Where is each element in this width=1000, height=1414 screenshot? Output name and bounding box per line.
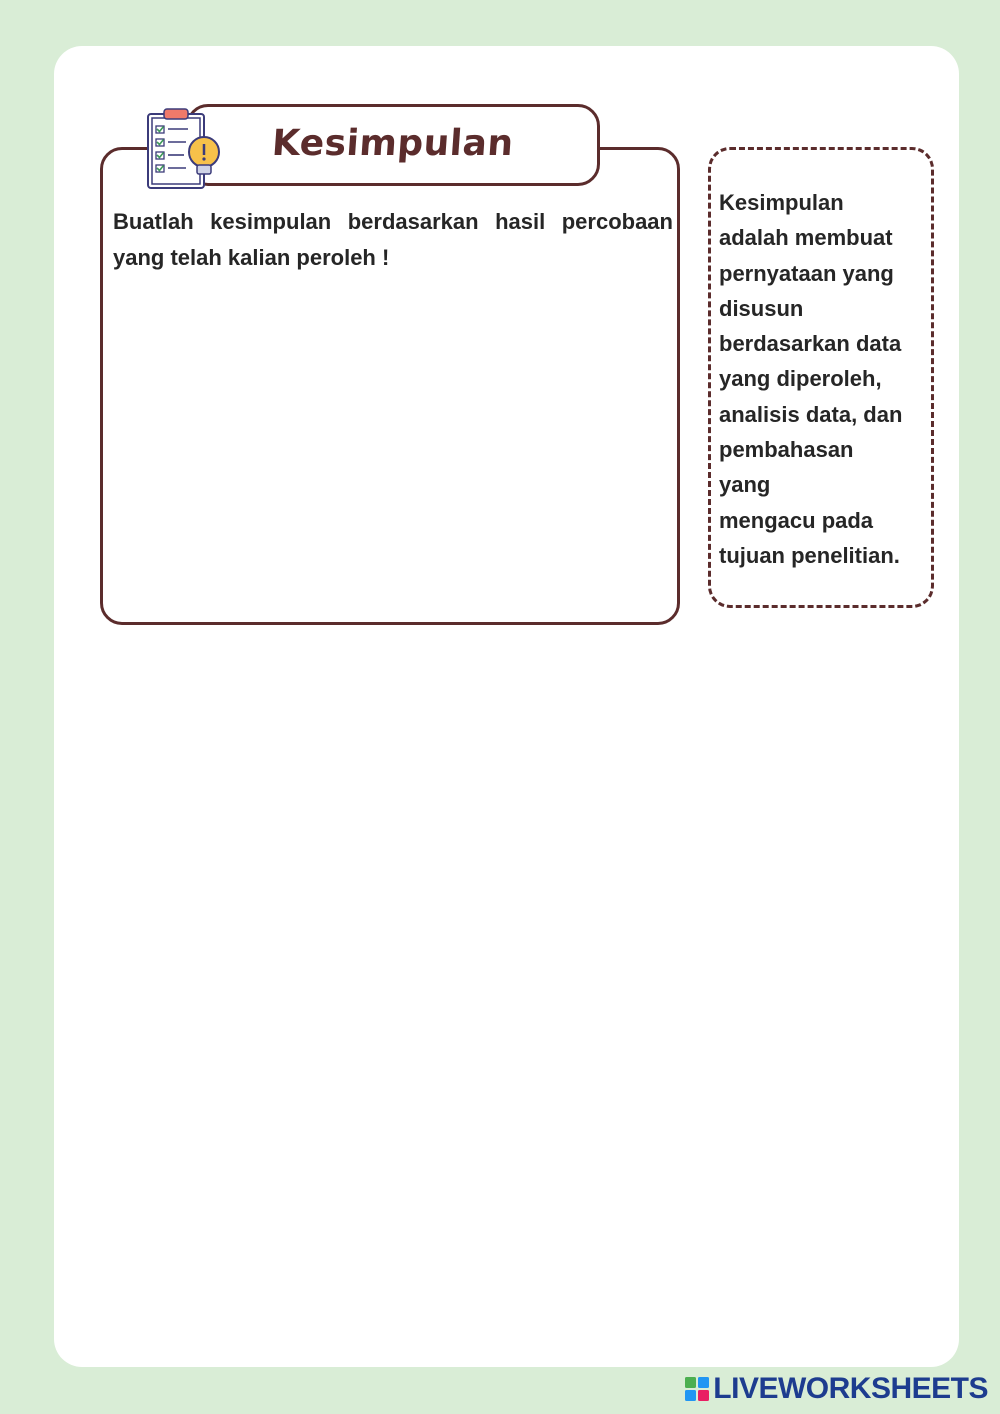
definition-line: disusun (719, 295, 804, 321)
section-title: Kesimpulan (270, 122, 516, 164)
instruction-text: Buatlah kesimpulan berdasarkan hasil percobaan yang telah kalian peroleh ! (113, 209, 673, 270)
brand-name: LIVEWORKSHEETS (713, 1372, 988, 1405)
definition-line: pernyataan yang (719, 260, 894, 286)
definition-text (719, 185, 931, 573)
definition-line: analisis data, dan (719, 401, 903, 427)
definition-line: Kesimpulan (719, 190, 844, 215)
definition-line: tujuan penelitian. (719, 542, 900, 568)
definition-line: adalah membuat (719, 225, 893, 251)
liveworksheets-logo-icon (685, 1377, 709, 1401)
clipboard-lightbulb-icon (142, 106, 228, 192)
definition-line: berdasarkan data (719, 331, 902, 357)
definition-line: mengacu pada (719, 507, 874, 533)
definition-line: yang (719, 472, 771, 498)
definition-line: yang diperoleh, (719, 366, 882, 392)
liveworksheets-brand[interactable] (685, 1372, 988, 1406)
definition-line: pembahasan (719, 437, 854, 463)
section-title-tab (186, 104, 600, 186)
